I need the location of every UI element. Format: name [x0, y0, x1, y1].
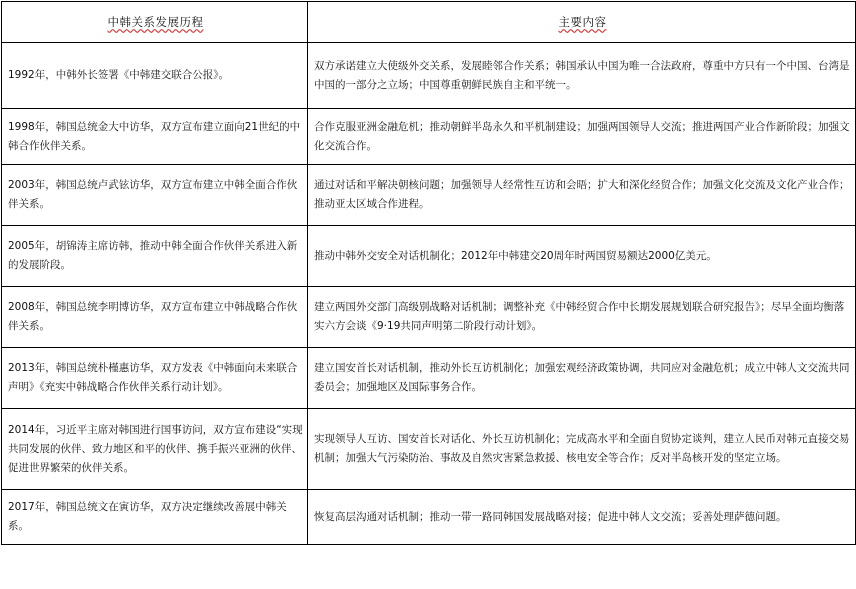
- event-cell: 2003年，韩国总统卢武铉访华，双方宣布建立中韩全面合作伙伴关系。: [2, 165, 308, 226]
- table-row: [2, 490, 856, 545]
- table-row: [2, 226, 856, 287]
- event-cell: 2005年，胡锦涛主席访韩，推动中韩全面合作伙伴关系进入新的发展阶段。: [2, 226, 308, 287]
- content-cell: 合作克服亚洲金融危机；推动朝鲜半岛永久和平机制建设；加强两国领导人交流；推进两国产业合作新阶段；加强文化交流合作。: [308, 109, 856, 165]
- header-history-label: 中韩关系发展历程: [107, 14, 204, 29]
- content-cell: 推动中韩外交安全对话机制化；2012年中韩建交20周年时两国贸易额达2000亿美元。: [308, 226, 856, 287]
- content-cell: 恢复高层沟通对话机制；推动一带一路同韩国发展战略对接；促进中韩人文交流；妥善处理萨德问题。: [308, 490, 856, 545]
- content-cell: 实现领导人互访、国安首长对话化、外长互访机制化；完成高水平和全面自贸协定谈判，建立人民币对韩元直接交易机制；加强大气污染防治、事故及自然灾害紧急救援、核电安全等合作；反对半岛核开发的坚定立场。: [308, 409, 856, 490]
- event-cell: 2017年，韩国总统文在寅访华，双方决定继续改善展中韩关系。: [2, 490, 308, 545]
- header-content: [308, 2, 856, 43]
- header-row: [2, 2, 856, 43]
- content-cell: 建立国安首长对话机制，推动外长互访机制化；加强宏观经济政策协调，共同应对金融危机；成立中韩人文交流共同委员会；加强地区及国际事务合作。: [308, 348, 856, 409]
- event-cell: 1998年，韩国总统金大中访华，双方宣布建立面向21世纪的中韩合作伙伴关系。: [2, 109, 308, 165]
- header-content-label: 主要内容: [558, 14, 607, 29]
- header-history: [2, 2, 308, 43]
- event-cell: 2013年，韩国总统朴槿惠访华，双方发表《中韩面向未来联合声明》《充实中韩战略合作伙伴关系行动计划》。: [2, 348, 308, 409]
- table-row: [2, 287, 856, 348]
- table-row: [2, 43, 856, 109]
- content-cell: 双方承诺建立大使级外交关系，发展睦邻合作关系；韩国承认中国为唯一合法政府，尊重中方只有一个中国、台湾是中国的一部分之立场；中国尊重朝鲜民族自主和平统一。: [308, 43, 856, 109]
- table-row: [2, 109, 856, 165]
- relations-table: [1, 1, 856, 545]
- table-row: [2, 348, 856, 409]
- table-row: [2, 165, 856, 226]
- event-cell: 1992年，中韩外长签署《中韩建交联合公报》。: [2, 43, 308, 109]
- event-cell: 2014年，习近平主席对韩国进行国事访问，双方宣布建设“实现共同发展的伙伴、致力地区和平的伙伴、携手振兴亚洲的伙伴、促进世界繁荣的伙伴关系。: [2, 409, 308, 490]
- content-cell: 通过对话和平解决朝核问题；加强领导人经常性互访和会晤；扩大和深化经贸合作；加强文化交流及文化产业合作；推动亚太区域合作进程。: [308, 165, 856, 226]
- event-cell: 2008年，韩国总统李明博访华，双方宣布建立中韩战略合作伙伴关系。: [2, 287, 308, 348]
- content-cell: 建立两国外交部门高级别战略对话机制；调整补充《中韩经贸合作中长期发展规划联合研究报告》；尽早全面均衡落实六方会谈《9·19共同声明第二阶段行动计划》。: [308, 287, 856, 348]
- table-row: [2, 409, 856, 490]
